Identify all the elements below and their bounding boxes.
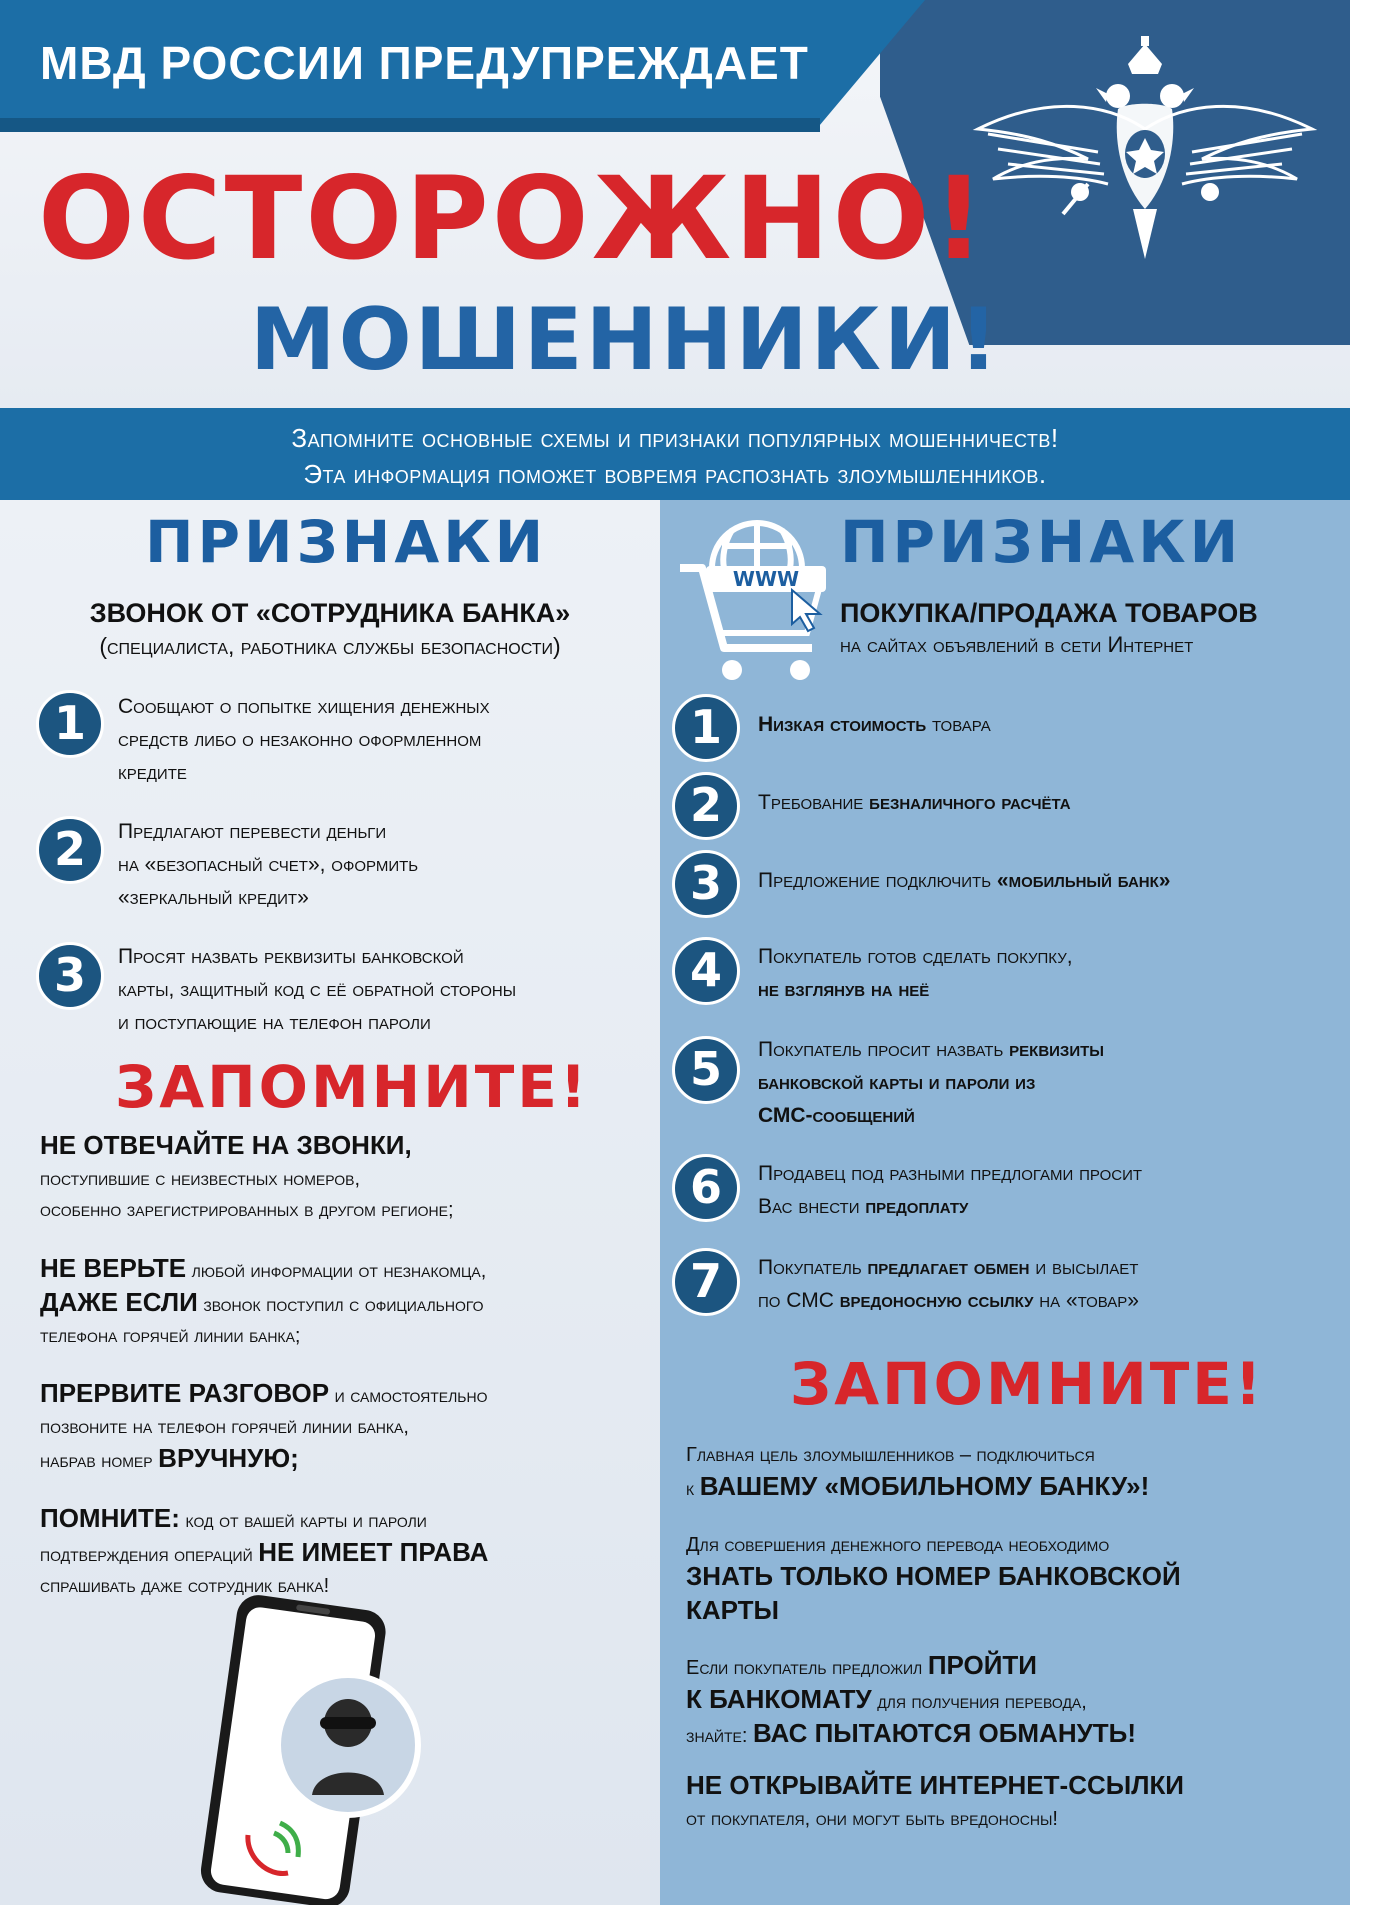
left-sign-item: Сообщают о попытке хищения денежных средств либо о незаконно оформленном кредите (118, 695, 490, 784)
smartphone-icon (190, 1595, 450, 1905)
left-sign-item: Предлагают перевести деньги на «безопасный счет», оформить «зеркальный кредит» (118, 820, 419, 909)
shopping-cart-icon (672, 518, 842, 688)
svg-text:WWW: WWW (732, 567, 800, 591)
right-number-badge: 1 (672, 694, 740, 762)
right-number-badge: 4 (672, 937, 740, 1005)
left-subheading-title: ЗВОНОК ОТ «СОТРУДНИКА БАНКА» (89, 598, 571, 628)
header-ribbon-text: МВД РОССИИ ПРЕДУПРЕЖДАЕТ (40, 37, 809, 89)
left-number-badge: 1 (36, 690, 104, 758)
mvd-emblem-icon (968, 34, 1322, 264)
right-subheading (840, 596, 1258, 660)
right-rule-1: Главная цель злоумышленников – подключиться к ВАШЕМУ «МОБИЛЬНОМУ БАНКУ»! (686, 1444, 1150, 1501)
right-number-badge: 5 (672, 1036, 740, 1104)
left-rule-2: НЕ ВЕРЬТЕ любой информации от незнакомца, ДАЖЕ ЕСЛИ звонок поступил с официального телефона горячей линии банка; (40, 1253, 487, 1347)
right-number-badge: 2 (672, 772, 740, 840)
right-sign-item: Низкая стоимость товара (758, 713, 991, 736)
subtitle-line-1: Запомните основные схемы и признаки популярных мошенничеств! (291, 423, 1059, 453)
left-subheading (0, 596, 660, 662)
title-fraudsters: МОШЕННИКИ! (250, 290, 1002, 390)
right-sign-item: Требование безналичного расчёта (758, 791, 1071, 814)
right-sign-item: Покупатель готов сделать покупку, не взглянув на неё (758, 945, 1073, 1001)
right-subheading-note: на сайтах объявлений в сети Интернет (840, 632, 1194, 657)
right-rule-4: НЕ ОТКРЫВАЙТЕ ИНТЕРНЕТ-ССЫЛКИ от покупателя, они могут быть вредоносны! (686, 1770, 1184, 1830)
right-remember-heading: ЗАПОМНИТЕ! (790, 1350, 1265, 1418)
left-subheading-note: (специалиста, работника службы безопасности) (99, 633, 561, 659)
header-ribbon-shadow (0, 118, 820, 132)
right-rule-2: Для совершения денежного перевода необходимо ЗНАТЬ ТОЛЬКО НОМЕР БАНКОВСКОЙ КАРТЫ (686, 1534, 1181, 1625)
right-sign-item: Продавец под разными предлогами просит Вас внести предоплату (758, 1162, 1143, 1218)
right-signs-heading: ПРИЗНАКИ (840, 508, 1243, 576)
globe-icon (712, 523, 802, 568)
left-rule-4: ПОМНИТЕ: код от вашей карты и пароли подтверждения операций НЕ ИМЕЕТ ПРАВА спрашивать даже сотрудник банка! (40, 1503, 489, 1597)
left-signs-heading: ПРИЗНАКИ (145, 508, 548, 576)
right-sign-item: Покупатель предлагает обмен и высылает по СМС вредоносную ссылку на «товар» (758, 1256, 1139, 1312)
right-number-badge: 3 (672, 850, 740, 918)
left-rule-3: ПРЕРВИТЕ РАЗГОВОР и самостоятельно позвоните на телефон горячей линии банка, набрав номер ВРУЧНУЮ; (40, 1378, 488, 1473)
right-subheading-title: ПОКУПКА/ПРОДАЖА ТОВАРОВ (840, 598, 1258, 628)
title-careful: ОСТОРОЖНО! (38, 152, 988, 285)
right-number-badge: 7 (672, 1248, 740, 1316)
left-rule-1: НЕ ОТВЕЧАЙТЕ НА ЗВОНКИ, поступившие с неизвестных номеров, особенно зарегистрированных в другом регионе; (40, 1130, 454, 1221)
right-number-badge: 6 (672, 1154, 740, 1222)
thief-icon (278, 1675, 418, 1815)
left-number-badge: 2 (36, 816, 104, 884)
left-number-badge: 3 (36, 942, 104, 1010)
subtitle-band (0, 408, 1350, 500)
right-rule-3: Если покупатель предложил ПРОЙТИ К БАНКОМАТУ для получения перевода, знайте: ВАС ПЫТАЮТСЯ ОБМАНУТЬ! (686, 1650, 1137, 1748)
left-sign-item: Просят назвать реквизиты банковской карты, защитный код с её обратной стороны и поступающие на телефон пароли (118, 945, 516, 1034)
left-remember-heading: ЗАПОМНИТЕ! (115, 1053, 590, 1121)
right-sign-item: Покупатель просит назвать реквизиты банковской карты и пароли из СМС-сообщений (758, 1038, 1104, 1127)
right-sign-item: Предложение подключить «мобильный банк» (758, 869, 1171, 892)
subtitle-line-2: Эта информация поможет вовремя распознать злоумышленников. (303, 459, 1047, 489)
